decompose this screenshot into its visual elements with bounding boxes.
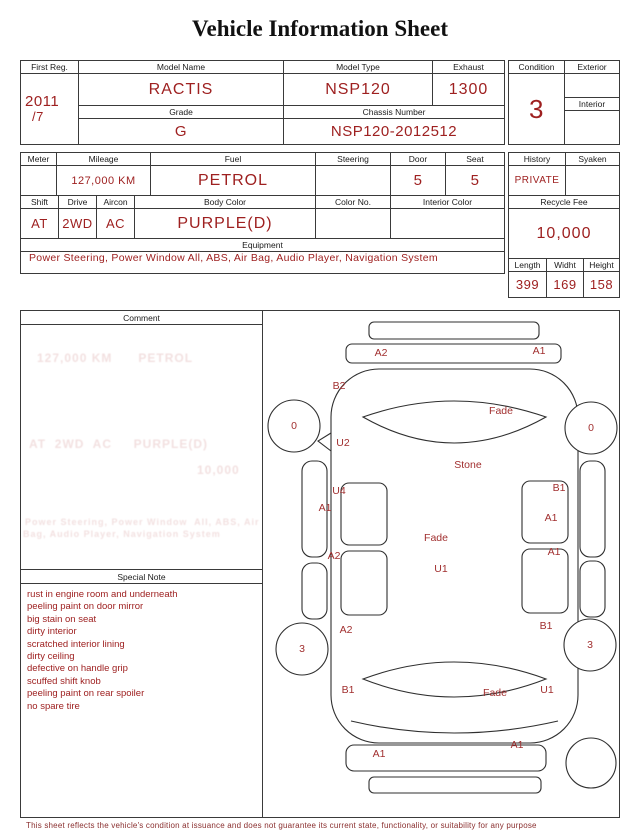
shift-value: AT [21, 209, 59, 239]
interior-value [565, 111, 619, 144]
diagram-annotation: A1 [318, 502, 332, 514]
steering-value [316, 166, 391, 196]
special-note-item: scratched interior lining [27, 638, 125, 650]
interior-color-value [391, 209, 504, 239]
meter-label: Meter [21, 153, 57, 166]
car-diagram [263, 311, 619, 817]
mileage-label: Mileage [57, 153, 151, 166]
diagram-annotation: U2 [336, 437, 350, 449]
length-label: Length [509, 259, 547, 272]
diagram-annotation: A1 [372, 748, 386, 760]
recycle-fee-label: Recycle Fee [509, 196, 619, 209]
chassis-number-value: NSP120-2012512 [330, 123, 458, 140]
color-no-label: Color No. [316, 196, 391, 209]
scan-bleed-text: Bag, Audio Player, Navigation System [23, 529, 221, 539]
notes-column [21, 311, 263, 817]
special-note-item: no spare tire [27, 700, 80, 712]
vehicle-id-table [20, 60, 505, 145]
special-note-item: peeling paint on door mirror [27, 601, 144, 613]
condition-table [508, 60, 620, 145]
exhaust-value: 1300 [433, 74, 504, 106]
inspection-section [20, 310, 620, 818]
condition-value: 3 [509, 74, 565, 144]
first-reg-label: First Reg. [21, 61, 79, 74]
aircon-value: AC [97, 209, 135, 239]
comment-label: Comment [21, 311, 262, 325]
recycle-fee-value: 10,000 [509, 209, 619, 259]
seat-value: 5 [446, 166, 504, 196]
special-note-item: dirty ceiling [27, 651, 75, 663]
diagram-annotation: 0 [291, 420, 297, 432]
door-value: 5 [391, 166, 446, 196]
exterior-label: Exterior [565, 61, 619, 74]
special-note-item: peeling paint on rear spoiler [27, 688, 145, 700]
width-value: 169 [547, 272, 584, 297]
syaken-label: Syaken [566, 153, 619, 166]
width-label: Widht [547, 259, 584, 272]
first-reg-year: 2011 [25, 92, 60, 110]
diagram-annotation: A1 [544, 512, 558, 524]
history-value: PRIVATE [509, 166, 566, 196]
body-color-label: Body Color [135, 196, 316, 209]
interior-color-label: Interior Color [391, 196, 504, 209]
diagram-annotation: A2 [339, 624, 353, 636]
diagram-annotation: A2 [327, 550, 341, 562]
exhaust-label: Exhaust [433, 61, 504, 74]
diagram-annotation: Fade [489, 405, 513, 417]
model-type-value: NSP120 [284, 74, 433, 106]
specs-table [20, 152, 505, 274]
diagram-annotation: A1 [510, 739, 524, 751]
model-name-label: Model Name [79, 61, 284, 74]
chassis-number-label: Chassis Number [284, 106, 504, 119]
height-label: Height [584, 259, 619, 272]
equipment-label: Equipment [21, 239, 504, 252]
grade-label: Grade [79, 106, 284, 119]
special-note-item: rust in engine room and underneath [27, 589, 178, 600]
diagram-annotation: A1 [547, 546, 561, 558]
comment-ghost-layer [21, 325, 262, 569]
history-label: History [509, 153, 566, 166]
diagram-annotations [291, 345, 594, 760]
diagram-annotation: B2 [332, 380, 346, 392]
drive-label: Drive [59, 196, 97, 209]
exterior-value [565, 74, 619, 98]
length-value: 399 [509, 272, 547, 297]
page-title: Vehicle Information Sheet [192, 16, 448, 41]
drive-value: 2WD [59, 209, 97, 239]
scan-bleed-text: AT 2WD AC PURPLE(D) [29, 437, 208, 451]
shift-label: Shift [21, 196, 59, 209]
diagram-annotation: A1 [532, 345, 546, 357]
fuel-label: Fuel [151, 153, 316, 166]
steering-label: Steering [316, 153, 391, 166]
scan-bleed-text: 10,000 [197, 463, 240, 477]
diagram-annotation: 3 [299, 643, 305, 655]
history-panel [508, 152, 620, 298]
diagram-annotation: U1 [540, 684, 554, 696]
body-color-value: PURPLE(D) [135, 209, 316, 239]
special-note-item: dirty interior [27, 626, 77, 638]
damage-diagram-area [263, 311, 619, 817]
special-note-item: scuffed shift knob [27, 675, 101, 687]
height-value: 158 [589, 277, 614, 292]
diagram-annotation: B1 [539, 620, 553, 632]
special-note-item: big stain on seat [27, 613, 97, 625]
diagram-annotation: 0 [588, 422, 594, 434]
diagram-annotation: B1 [341, 684, 355, 696]
diagram-annotation: U1 [434, 563, 448, 575]
grade-value: G [79, 119, 284, 144]
aircon-label: Aircon [97, 196, 135, 209]
diagram-annotation: 3 [587, 639, 593, 651]
condition-label: Condition [509, 61, 565, 74]
interior-label: Interior [565, 98, 619, 111]
diagram-annotation: U4 [332, 485, 346, 497]
diagram-annotation: Stone [454, 459, 482, 471]
door-label: Door [391, 153, 446, 166]
color-no-value [316, 209, 391, 239]
special-note-label: Special Note [21, 569, 262, 584]
syaken-value [566, 166, 619, 196]
fuel-value: PETROL [151, 166, 316, 196]
meter-value [21, 166, 57, 196]
diagram-annotation: A2 [374, 347, 388, 359]
scan-bleed-text: Power Steering, Power Window All, ABS, Air [25, 517, 260, 527]
model-name-value: RACTIS [79, 74, 284, 106]
seat-label: Seat [446, 153, 504, 166]
first-reg-value [21, 74, 79, 144]
scan-bleed-text: 127,000 KM PETROL [37, 351, 194, 365]
diagram-annotation: Fade [424, 532, 448, 544]
model-type-label: Model Type [284, 61, 433, 74]
diagram-annotation: B1 [552, 482, 566, 494]
special-note-list [21, 584, 262, 817]
special-note-item: defective on handle grip [27, 663, 128, 675]
disclaimer-text: This sheet reflects the vehicle's condition at issuance and does not guarantee its current state, functionality, or suitability for any purpose [26, 821, 537, 830]
equipment-value: Power Steering, Power Window All, ABS, Air Bag, Audio Player, Navigation System [29, 252, 438, 264]
first-reg-month: /7 [32, 109, 44, 125]
diagram-annotation: Fade [483, 687, 507, 699]
mileage-value: 127,000 KM [57, 166, 151, 196]
